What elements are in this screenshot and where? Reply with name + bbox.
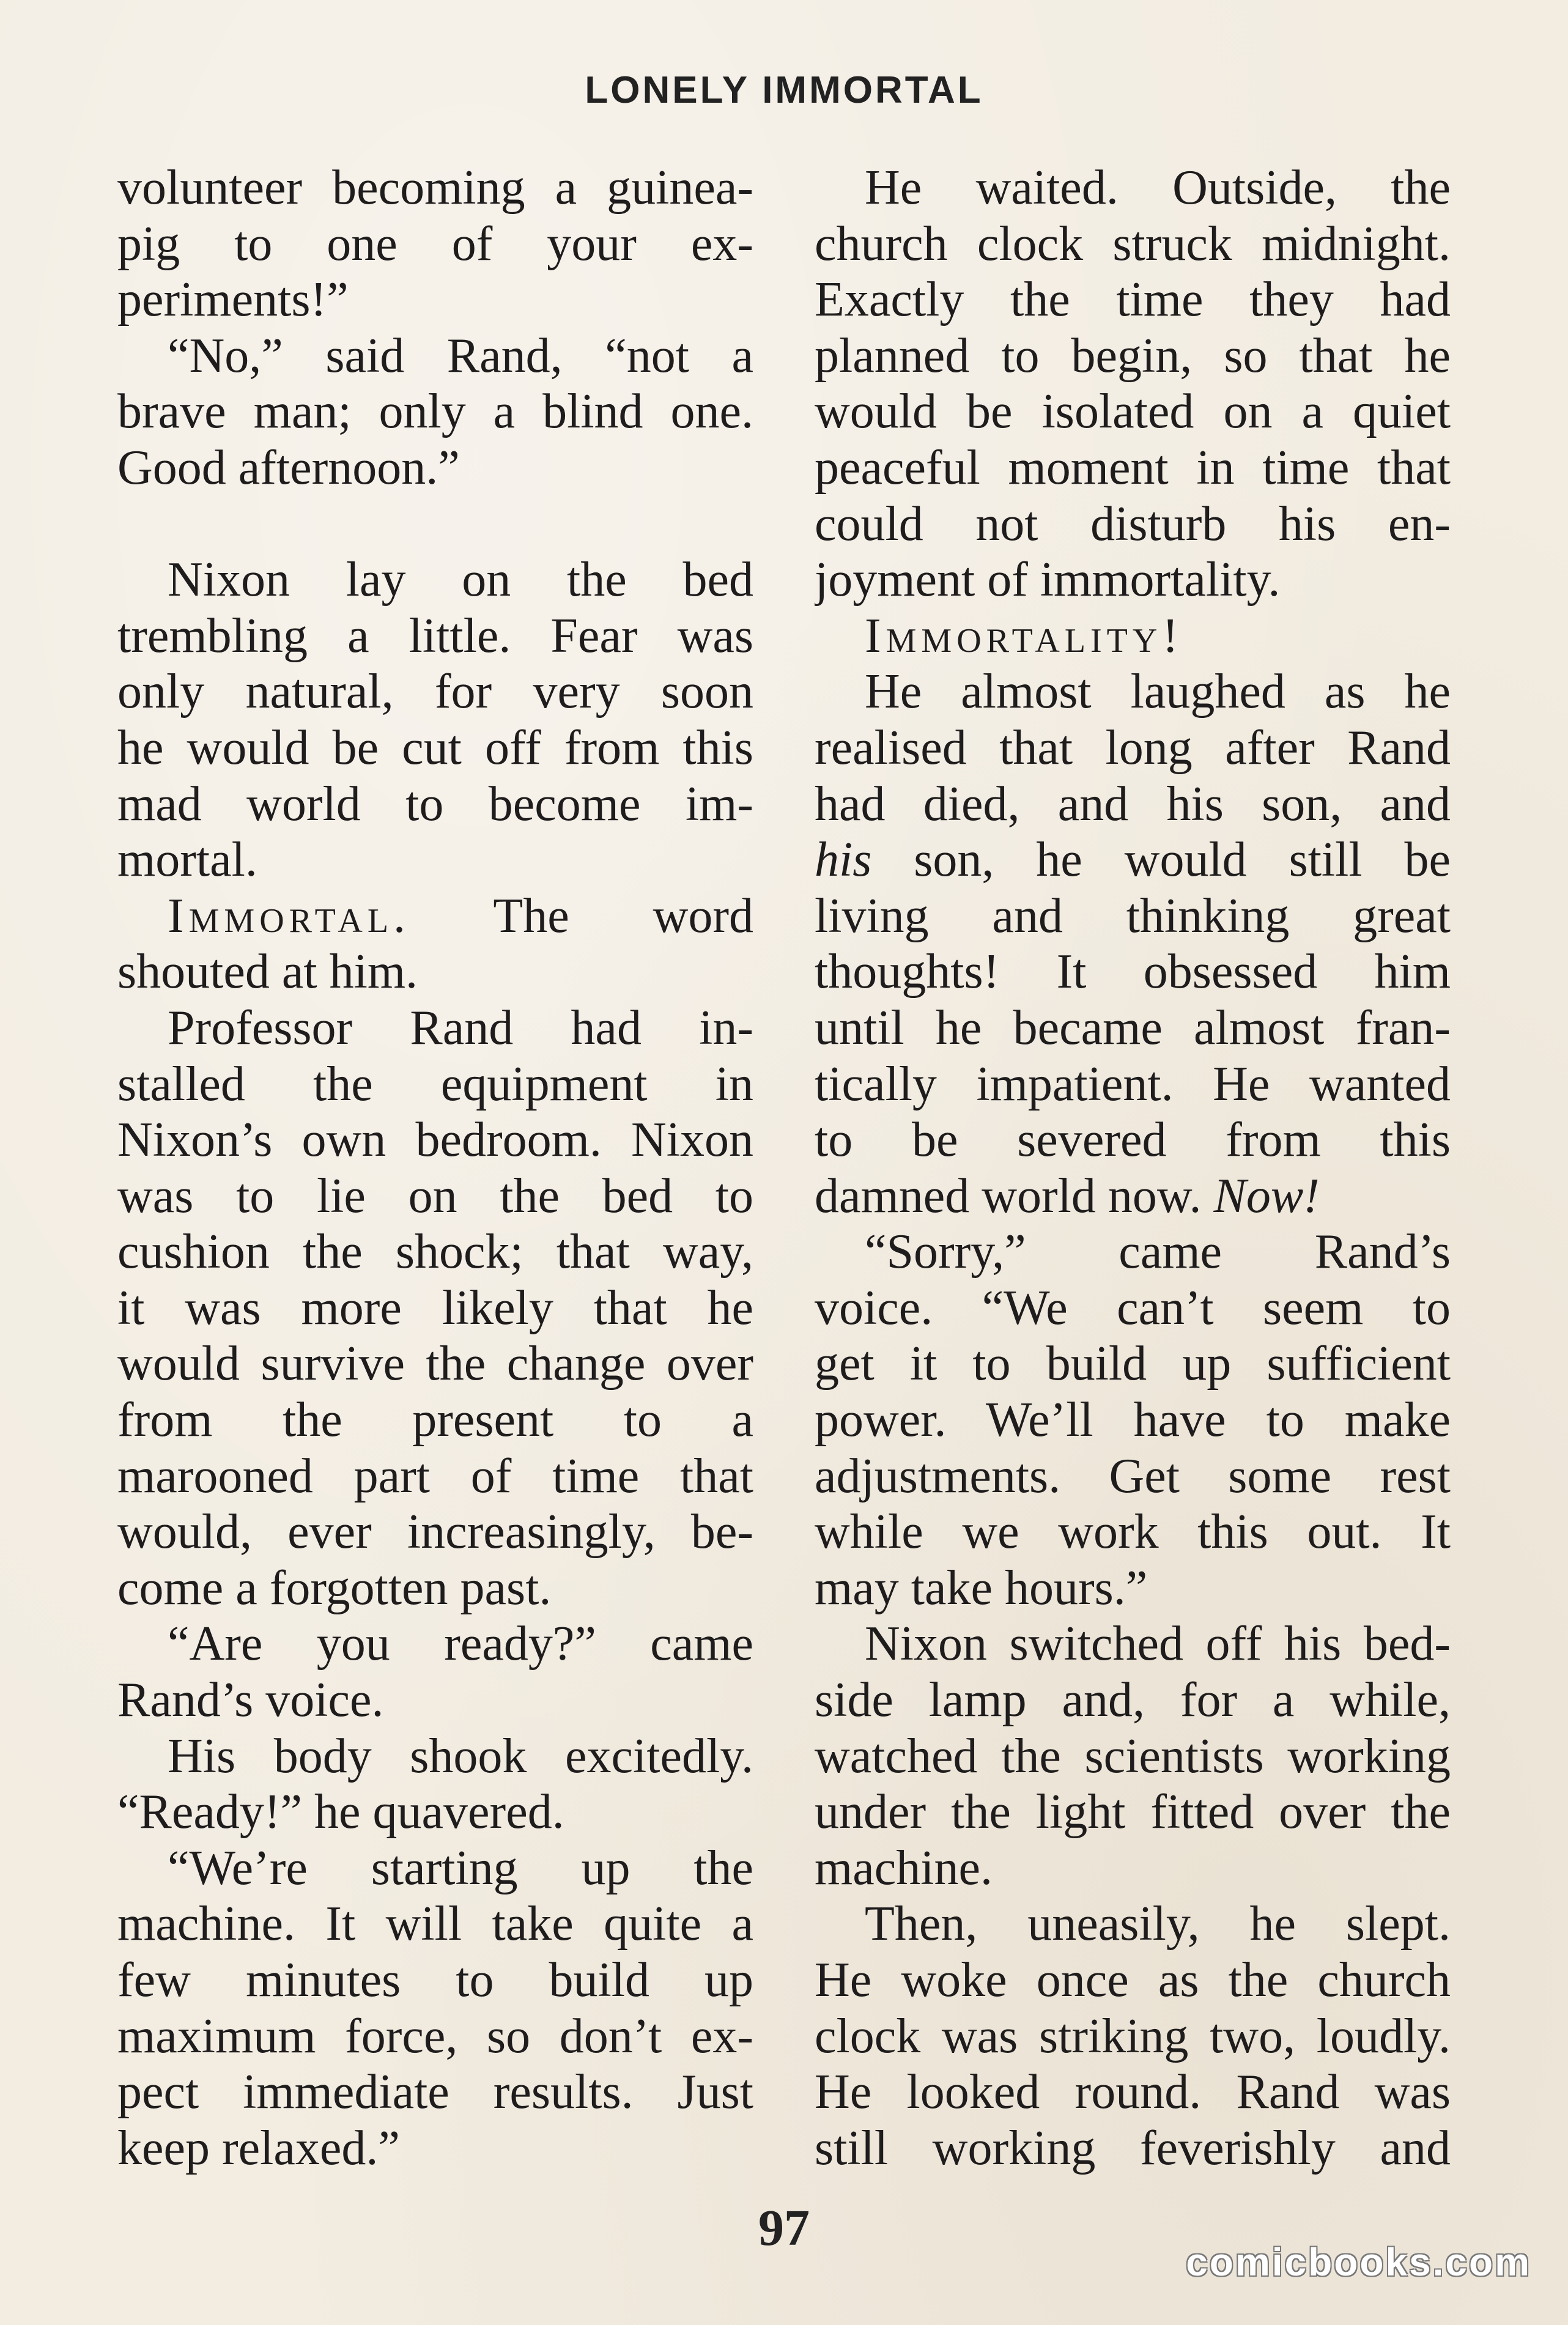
text-line: Professor Rand had in- [168, 1000, 753, 1055]
text-line: would be isolated on a quiet [815, 385, 1451, 439]
text-line: “Ready!” he quavered. [117, 1785, 564, 1839]
text-line: church clock struck midnight. [815, 216, 1451, 271]
text-line: periments!” [117, 273, 349, 327]
text-line: Good afternoon.” [117, 440, 460, 495]
text-line: come a forgotten past. [117, 1561, 552, 1615]
text-line: cushion the shock; that way, [117, 1225, 753, 1279]
text-line: machine. It will take quite a [117, 1897, 753, 1951]
page-number: 97 [758, 2200, 810, 2257]
text-line: He woke once as the church [815, 1953, 1451, 2007]
text-line: adjustments. Get some rest [815, 1449, 1451, 1503]
watermark-logo: comicbooks.com [1186, 2240, 1531, 2284]
text-line: living and thinking great [815, 889, 1451, 943]
text-line: only natural, for very soon [117, 665, 753, 719]
text-line: He looked round. Rand was [815, 2065, 1451, 2120]
text-line: it was more likely that he [117, 1281, 753, 1335]
text-line: to be severed from this [815, 1113, 1451, 1167]
text-line: was to lie on the bed to [117, 1169, 753, 1223]
text-line [117, 497, 753, 553]
text-line: He waited. Outside, the [865, 161, 1451, 215]
text-line: pig to one of your ex- [117, 216, 753, 271]
text-line: until he became almost fran- [815, 1000, 1451, 1055]
text-line: thoughts! It obsessed him [815, 945, 1451, 999]
text-line: had died, and his son, and [815, 777, 1451, 831]
text-line: would, ever increasingly, be- [117, 1505, 753, 1559]
text-line: marooned part of time that [117, 1449, 753, 1503]
text-line: realised that long after Rand [815, 720, 1451, 775]
text-line: pect immediate results. Just [117, 2065, 753, 2120]
text-line: Rand’s voice. [117, 1673, 384, 1728]
text-line: he would be cut off from this [117, 720, 753, 775]
text-line: clock was striking two, loudly. [815, 2009, 1451, 2063]
text-line: keep relaxed.” [117, 2121, 400, 2175]
text-line: few minutes to build up [117, 1953, 753, 2007]
text-line: damned world now. Now! [815, 1169, 1320, 1223]
text-line: Immortal. The word [168, 889, 753, 943]
text-line: Nixon lay on the bed [168, 553, 753, 607]
running-head: LONELY IMMORTAL [585, 69, 983, 111]
text-line: “We’re starting up the [168, 1841, 753, 1895]
text-line: while we work this out. It [815, 1505, 1451, 1559]
text-line: “Are you ready?” came [168, 1617, 753, 1671]
text-line: machine. [815, 1841, 993, 1895]
left-column [117, 160, 753, 2176]
text-line: “Sorry,” came Rand’s [865, 1225, 1451, 1279]
text-line: brave man; only a blind one. [117, 385, 753, 439]
text-line: Exactly the time they had [815, 273, 1451, 327]
text-line: He almost laughed as he [865, 665, 1451, 719]
text-line: may take hours.” [815, 1561, 1148, 1615]
text-line: Immortality! [865, 608, 1183, 663]
text-line: would survive the change over [117, 1337, 753, 1391]
text-line: under the light fitted over the [815, 1785, 1451, 1839]
text-line: stalled the equipment in [117, 1057, 753, 1111]
text-line: his son, he would still be [815, 833, 1451, 887]
text-line: joyment of immortality. [815, 553, 1281, 607]
text-line: side lamp and, for a while, [815, 1673, 1451, 1728]
text-line: get it to build up sufficient [815, 1337, 1451, 1391]
text-line: power. We’ll have to make [815, 1393, 1451, 1447]
text-line: peaceful moment in time that [815, 440, 1451, 495]
text-line: “No,” said Rand, “not a [168, 328, 753, 383]
text-line: mortal. [117, 833, 257, 887]
text-line: from the present to a [117, 1393, 753, 1447]
text-line: Nixon switched off his bed- [865, 1617, 1451, 1671]
text-line: tically impatient. He wanted [815, 1057, 1451, 1111]
text-line: His body shook excitedly. [168, 1729, 753, 1783]
text-line: voice. “We can’t seem to [815, 1281, 1451, 1335]
text-line: shouted at him. [117, 945, 418, 999]
text-line: volunteer becoming a guinea- [117, 161, 753, 215]
text-line: maximum force, so don’t ex- [117, 2009, 753, 2063]
text-line: planned to begin, so that he [815, 328, 1451, 383]
text-line: could not disturb his en- [815, 497, 1451, 551]
text-line: still working feverishly and [815, 2121, 1451, 2175]
text-line: watched the scientists working [815, 1729, 1451, 1783]
text-line: Then, uneasily, he slept. [865, 1897, 1451, 1951]
text-line: Nixon’s own bedroom. Nixon [117, 1113, 753, 1167]
text-line: mad world to become im- [117, 777, 753, 831]
right-column [815, 160, 1451, 2176]
text-line: trembling a little. Fear was [117, 608, 753, 663]
